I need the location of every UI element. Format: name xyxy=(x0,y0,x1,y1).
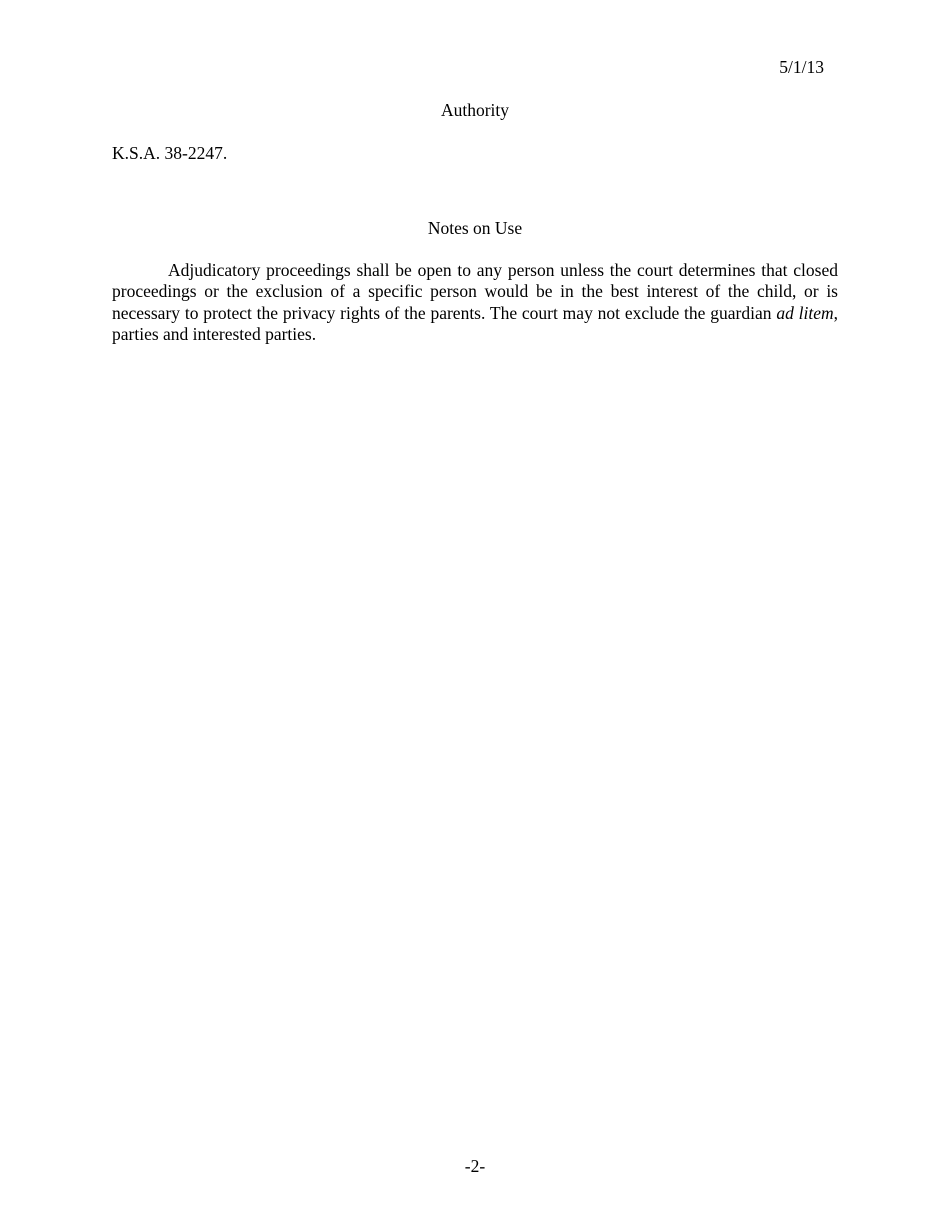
notes-on-use-heading: Notes on Use xyxy=(427,218,523,238)
notes-text-part2: , parties and interested parties. xyxy=(112,302,839,344)
notes-on-use-paragraph xyxy=(112,260,838,345)
authority-citation: K.S.A. 38-2247. xyxy=(112,143,228,163)
page-number: -2- xyxy=(464,1156,486,1176)
authority-heading: Authority xyxy=(440,100,510,120)
notes-text-part1: Adjudicatory proceedings shall be open to any person unless the court determines that closed proceedings or the exclusion of a specific person would be in the best interest of the child, or is necessary to protect the privacy rights of the parents. The court may not exclude the guardian xyxy=(112,260,838,323)
revision-date: 5/1/13 xyxy=(779,57,824,77)
notes-text-italic: ad litem xyxy=(776,302,834,323)
